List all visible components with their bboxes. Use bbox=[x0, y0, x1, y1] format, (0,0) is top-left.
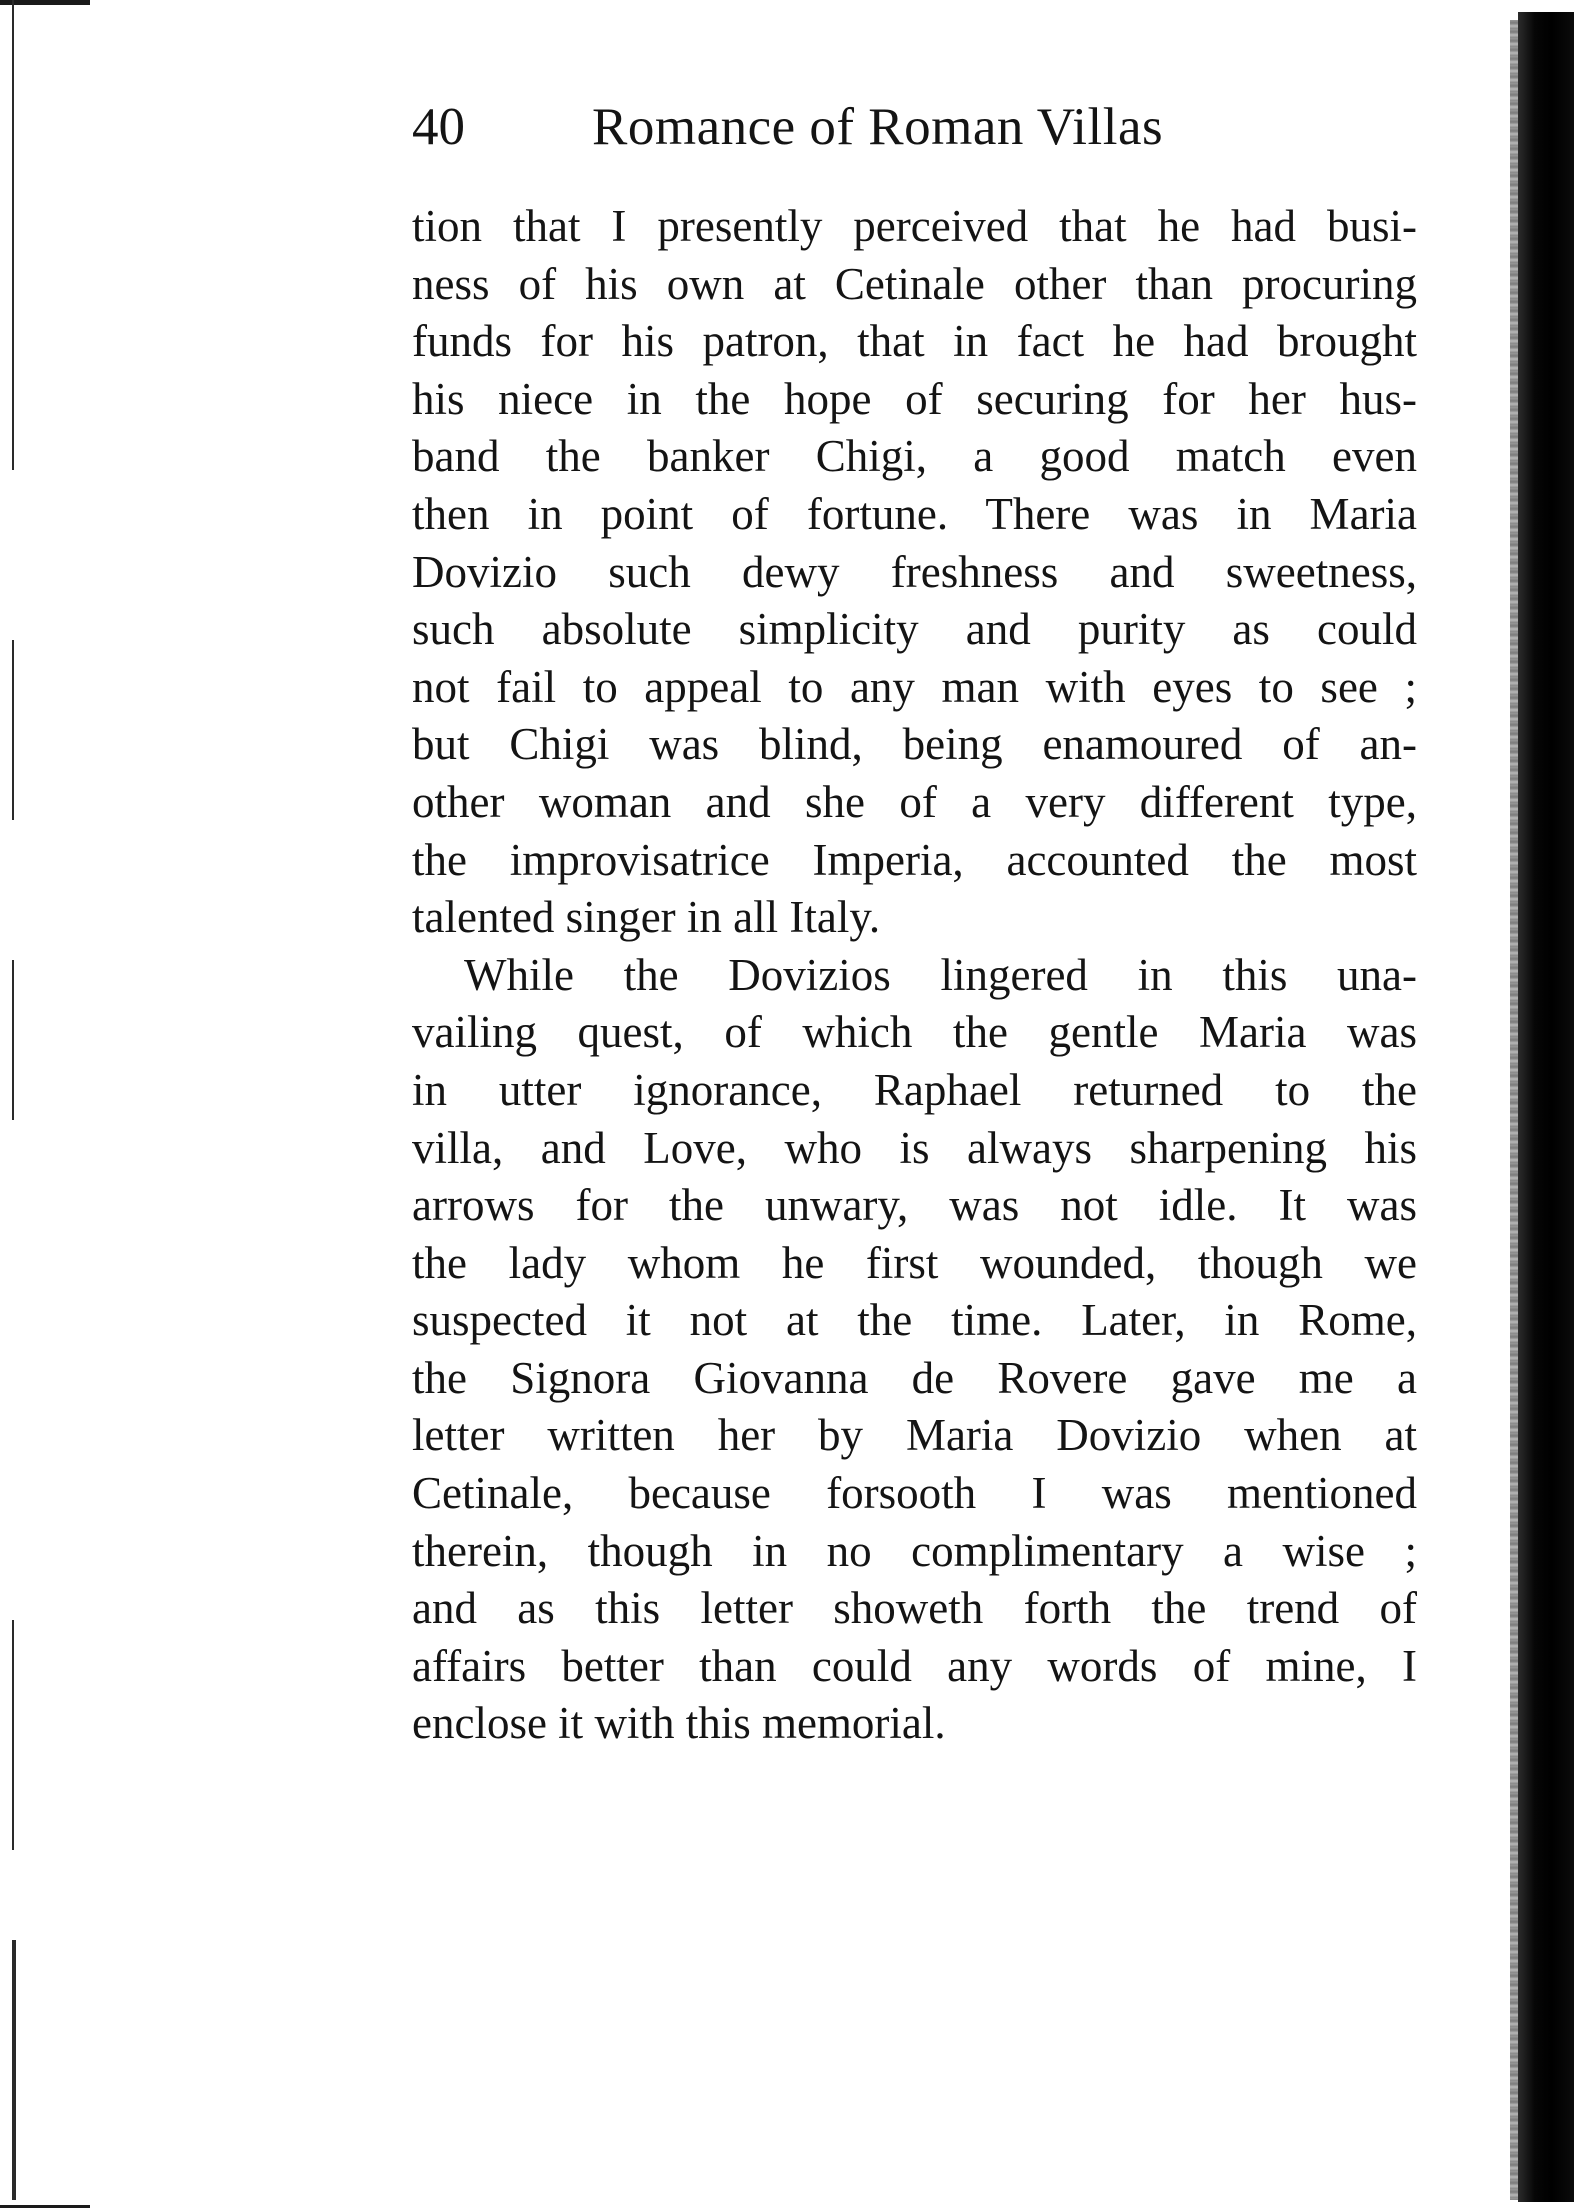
scan-edge-left bbox=[12, 1940, 16, 2200]
text-line: the lady whom he first wounded, though we bbox=[412, 1237, 1417, 1288]
paragraph-end-line: enclose it with this memorial. bbox=[412, 1698, 946, 1749]
scan-edge-left bbox=[12, 0, 14, 470]
text-line: letter written her by Maria Dovizio when at bbox=[412, 1410, 1417, 1461]
text-line: in utter ignorance, Raphael returned to the bbox=[412, 1064, 1417, 1115]
text-line: ness of his own at Cetinale other than procuring bbox=[412, 258, 1417, 309]
text-line: tion that I presently perceived that he had busi- bbox=[412, 201, 1417, 251]
text-line: the Signora Giovanna de Rovere gave me a bbox=[412, 1352, 1417, 1403]
scan-edge-left bbox=[12, 960, 14, 1120]
scan-edge-left bbox=[12, 1620, 14, 1850]
text-line: not fail to appeal to any man with eyes to see ; bbox=[412, 661, 1417, 712]
text-line: his niece in the hope of securing for her hus- bbox=[412, 373, 1417, 424]
text-line: Dovizio such dewy freshness and sweetness, bbox=[412, 546, 1417, 597]
body-text bbox=[412, 198, 1417, 1753]
text-line: the improvisatrice Imperia, accounted the most bbox=[412, 834, 1417, 885]
text-line: Cetinale, because forsooth I was mentioned bbox=[412, 1468, 1417, 1519]
paragraph-start-line: While the Dovizios lingered in this una- bbox=[464, 949, 1417, 1000]
book-spine-shadow bbox=[1510, 20, 1518, 2200]
text-line: vailing quest, of which the gentle Maria was bbox=[412, 1007, 1417, 1058]
text-line: therein, though in no complimentary a wise ; bbox=[412, 1525, 1417, 1576]
text-line: affairs better than could any words of mine, I bbox=[412, 1640, 1417, 1691]
text-line: and as this letter showeth forth the trend of bbox=[412, 1583, 1417, 1634]
page-number: 40 bbox=[412, 98, 465, 156]
book-spine bbox=[1518, 12, 1574, 2202]
running-title: Romance of Roman Villas bbox=[592, 98, 1164, 156]
scan-edge-bottom bbox=[0, 2205, 90, 2208]
text-line: but Chigi was blind, being enamoured of an- bbox=[412, 719, 1417, 770]
text-line: funds for his patron, that in fact he had brought bbox=[412, 316, 1417, 367]
text-line: band the banker Chigi, a good match even bbox=[412, 431, 1417, 482]
text-line: other woman and she of a very different type, bbox=[412, 776, 1417, 827]
text-line: then in point of fortune. There was in Maria bbox=[412, 488, 1417, 539]
text-line: suspected it not at the time. Later, in Rome, bbox=[412, 1295, 1417, 1346]
running-header bbox=[412, 92, 1252, 162]
paragraph-end-line: talented singer in all Italy. bbox=[412, 892, 881, 943]
scan-edge-left bbox=[12, 640, 14, 820]
text-line: arrows for the unwary, was not idle. It was bbox=[412, 1180, 1417, 1231]
text-line: villa, and Love, who is always sharpening his bbox=[412, 1122, 1417, 1173]
text-line: such absolute simplicity and purity as could bbox=[412, 604, 1417, 655]
